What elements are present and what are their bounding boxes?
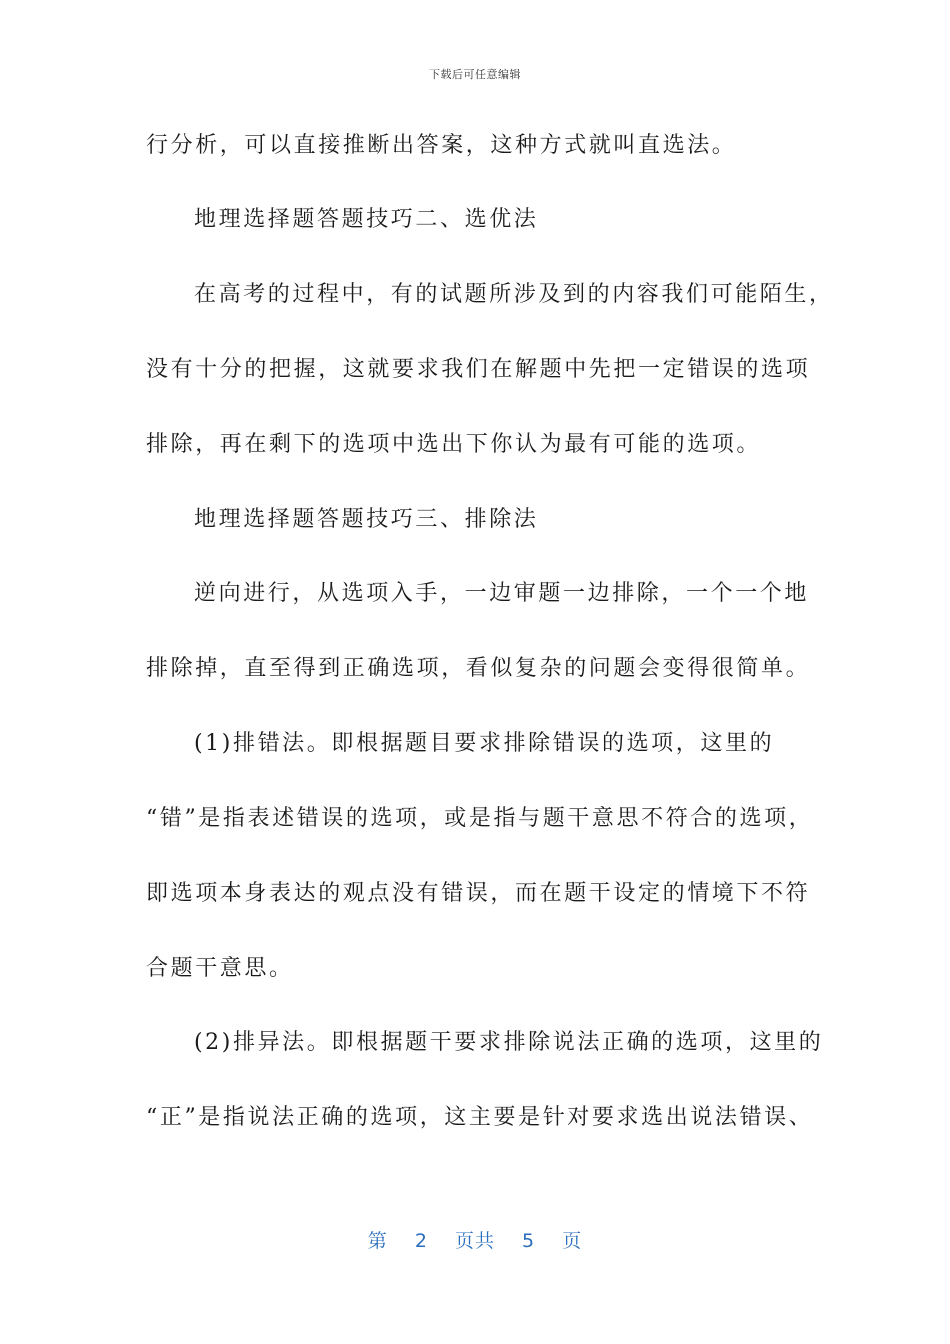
- body-text-line: 排除掉，直至得到正确选项，看似复杂的问题会变得很简单。: [146, 656, 811, 681]
- end-label: 页: [562, 1230, 583, 1252]
- body-text-line: “错”是指表述错误的选项，或是指与题干意思不符合的选项，: [146, 806, 814, 831]
- body-text-line: (1)排错法。即根据题目要求排除错误的选项，这里的: [194, 731, 775, 756]
- body-text-line: 合题干意思。: [146, 956, 294, 981]
- body-text-line: 逆向进行，从选项入手，一边审题一边排除，一个一个地: [194, 581, 810, 606]
- of-label: 页共: [454, 1230, 495, 1252]
- page-footer: [0, 1226, 950, 1253]
- body-text-line: 没有十分的把握，这就要求我们在解题中先把一定错误的选项: [146, 357, 811, 382]
- total-pages: 5: [522, 1230, 536, 1252]
- body-text-line: (2)排异法。即根据题干要求排除说法正确的选项，这里的: [194, 1030, 824, 1055]
- section-heading: 地理选择题答题技巧三、排除法: [194, 507, 539, 532]
- body-text-line: 行分析，可以直接推断出答案，这种方式就叫直选法。: [146, 133, 737, 158]
- page-number: 2: [414, 1230, 428, 1252]
- body-text-line: 即选项本身表达的观点没有错误，而在题干设定的情境下不符: [146, 881, 811, 906]
- page-header: 下载后可任意编辑: [429, 68, 521, 81]
- body-text-line: “正”是指说法正确的选项，这主要是针对要求选出说法错误、: [146, 1105, 814, 1130]
- body-text-line: 排除，再在剩下的选项中选出下你认为最有可能的选项。: [146, 432, 762, 457]
- page-label: 第: [367, 1230, 388, 1252]
- body-text-line: 在高考的过程中，有的试题所涉及到的内容我们可能陌生，: [194, 282, 834, 307]
- section-heading: 地理选择题答题技巧二、选优法: [194, 207, 539, 232]
